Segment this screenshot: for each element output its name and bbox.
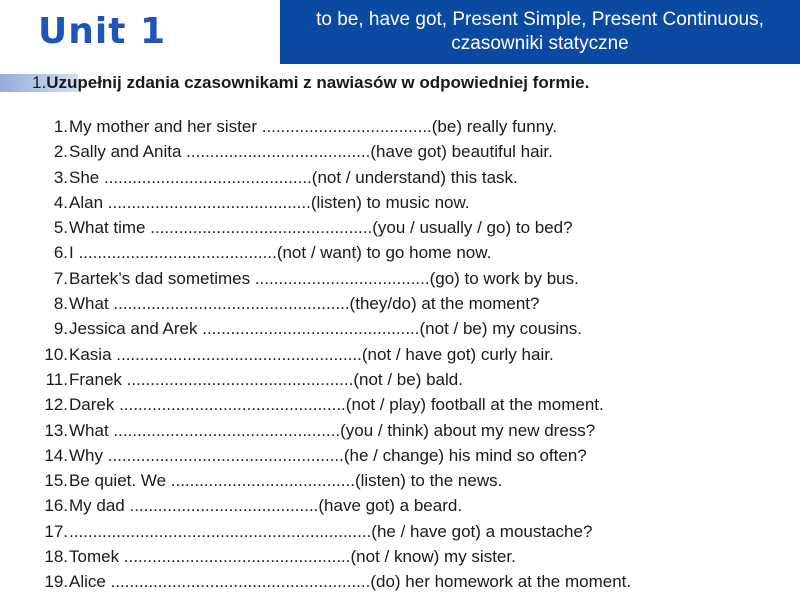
exercise-item: [38, 266, 631, 291]
exercise-sentence: Sally and Anita .......................................(have got) beautiful hair.: [69, 142, 553, 162]
exercise-number: 8.: [53, 294, 68, 314]
exercise-sentence: Bartek’s dad sometimes .....................................(go) to work by bus.: [69, 268, 579, 288]
exercise-item: [38, 544, 631, 569]
exercise-sentence: Franek ................................................(not / be) bald.: [69, 369, 463, 389]
exercise-sentence: Kasia ....................................................(not / have got) curly hair.: [69, 344, 554, 364]
exercise-sentence: Tomek ................................................(not / know) my sister.: [69, 547, 516, 567]
exercise-number: 4.: [53, 192, 68, 212]
exercise-number: 3.: [53, 167, 68, 187]
exercise-number: 19.: [44, 572, 68, 592]
unit-title: Unit 1: [38, 11, 166, 52]
exercise-item: [38, 367, 631, 392]
exercise-number: 12.: [44, 395, 68, 415]
exercise-number: 13.: [44, 420, 68, 440]
exercise-sentence: What ................................................(you / think) about my new dress?: [69, 420, 596, 440]
exercise-sentence: My mother and her sister ....................................(be) really funny.: [69, 117, 558, 136]
exercise-number: 2.: [53, 142, 68, 162]
exercise-number: 11.: [45, 369, 68, 389]
exercise-item: [38, 139, 631, 164]
exercise-sentence: ................................................................(he / have got) a moustache?: [69, 521, 593, 541]
exercise-sentence: What ..................................................(they/do) at the moment?: [69, 294, 540, 314]
exercise-item: [38, 392, 631, 417]
exercise-item: [38, 443, 631, 468]
exercise-item: [38, 468, 631, 493]
exercise-item: [38, 190, 631, 215]
exercise-item: [38, 291, 631, 316]
exercise-sentence: Alan ...........................................(listen) to music now.: [69, 192, 470, 212]
exercise-sentence: Darek ................................................(not / play) football at the moment.: [69, 395, 604, 415]
exercise-sentence: Be quiet. We .......................................(listen) to the news.: [69, 471, 503, 491]
exercise-number: 16.: [44, 496, 68, 516]
exercise-sentence: She ............................................(not / understand) this task.: [69, 167, 518, 187]
exercise-item: [38, 240, 631, 265]
exercise-number: 15.: [44, 471, 68, 491]
exercise-instruction: [32, 72, 589, 94]
exercise-number: 10.: [44, 344, 68, 364]
exercise-sentence: My dad ........................................(have got) a beard.: [69, 496, 463, 516]
exercise-item: [38, 215, 631, 240]
exercise-sentence: I ..........................................(not / want) to go home now.: [69, 243, 492, 263]
topic-banner: [280, 0, 800, 64]
topic-line-2: czasowniki statyczne: [451, 33, 629, 54]
exercise-sentence: Why ..................................................(he / change) his mind so often?: [69, 445, 587, 465]
exercise-number: 17.: [44, 521, 68, 541]
exercise-list: [38, 114, 631, 595]
exercise-item: [38, 493, 631, 518]
exercise-item: [38, 316, 631, 341]
exercise-item: [38, 569, 631, 594]
exercise-sentence: Jessica and Arek ..............................................(not / be) my cousins.: [69, 319, 583, 339]
exercise-sentence: What time ...............................................(you / usually / go) to bed?: [69, 218, 573, 238]
exercise-number: 7.: [53, 268, 68, 288]
exercise-number: 18.: [44, 547, 68, 567]
exercise-item: [38, 519, 631, 544]
exercise-item: [38, 165, 631, 190]
exercise-number: 5.: [53, 218, 68, 238]
exercise-item: [38, 342, 631, 367]
exercise-number: 1.: [53, 117, 68, 136]
exercise-sentence: Alice .......................................................(do) her homework at the moment.: [69, 572, 632, 592]
instruction-number: 1.: [32, 73, 47, 92]
exercise-item: [38, 114, 631, 139]
topic-line-1: to be, have got, Present Simple, Present Continuous,: [316, 9, 764, 30]
exercise-item: [38, 418, 631, 443]
exercise-number: 6.: [53, 243, 68, 263]
exercise-number: 9.: [53, 319, 68, 339]
instruction-text: Uzupełnij zdania czasownikami z nawiasów w odpowiedniej formie.: [46, 73, 590, 92]
exercise-number: 14.: [44, 445, 68, 465]
